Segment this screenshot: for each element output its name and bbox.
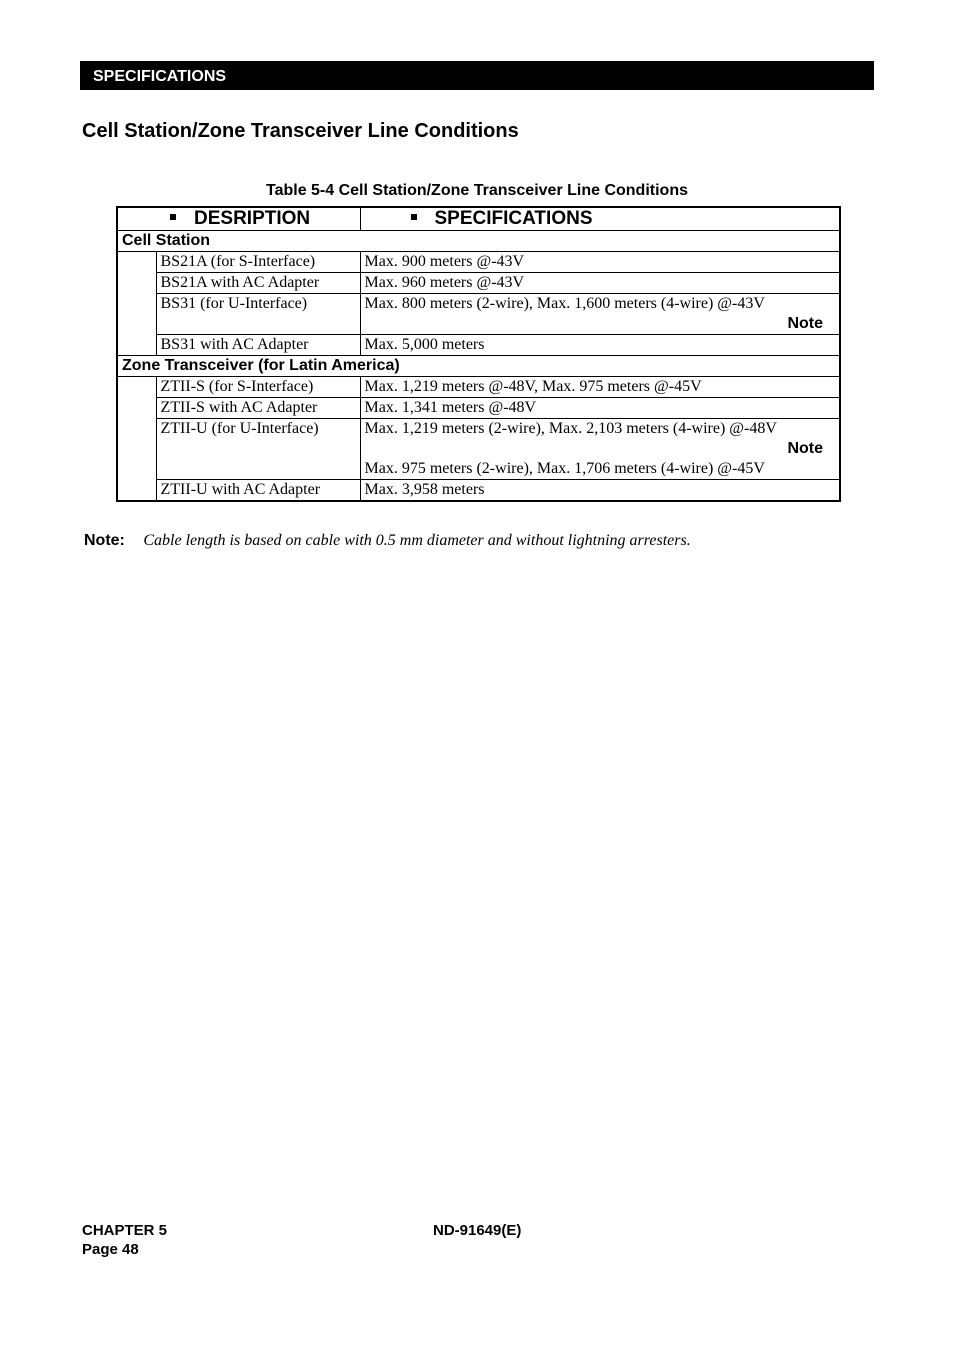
desc-cell: BS31 with AC Adapter (156, 335, 360, 356)
table-row (117, 377, 840, 398)
group-label: Zone Transceiver (for Latin America) (117, 356, 840, 377)
spec-cell (360, 419, 840, 480)
footnote (84, 532, 691, 550)
header-label: SPECIFICATIONS (93, 68, 227, 85)
bullet-icon (411, 214, 417, 220)
desc-cell: ZTII-U with AC Adapter (156, 480, 360, 502)
table-row (117, 398, 840, 419)
spec-text: Max. 800 meters (2-wire), Max. 1,600 meters (4-wire) @-43V (364, 295, 765, 312)
spec-cell: Max. 900 meters @-43V (360, 252, 840, 273)
col-header-description: DESRIPTION (117, 207, 360, 231)
footer-left (82, 1221, 167, 1259)
indent-cell (117, 252, 156, 356)
table-caption: Table 5-4 Cell Station/Zone Transceiver Line Conditions (265, 182, 688, 199)
table-row (117, 419, 840, 480)
table-row (117, 335, 840, 356)
desc-cell: ZTII-S (for S-Interface) (156, 377, 360, 398)
table-row (117, 294, 840, 335)
table-row (117, 273, 840, 294)
desc-cell: BS21A with AC Adapter (156, 273, 360, 294)
note-label: Note: (84, 532, 125, 549)
spec-cell: Max. 1,341 meters @-48V (360, 398, 840, 419)
indent-cell (117, 377, 156, 502)
spec-cell: Max. 960 meters @-43V (360, 273, 840, 294)
note-text: Cable length is based on cable with 0.5 mm diameter and without lightning arresters. (143, 532, 691, 549)
spec-text: Max. 1,219 meters (2-wire), Max. 2,103 meters (4-wire) @-48V (364, 420, 777, 437)
spec-table (116, 206, 841, 502)
desc-cell: ZTII-S with AC Adapter (156, 398, 360, 419)
section-title: Cell Station/Zone Transceiver Line Conditions (82, 120, 519, 142)
table-header-row (117, 207, 840, 231)
spec-cell: Max. 3,958 meters (360, 480, 840, 502)
header-bar (80, 61, 874, 90)
group-label: Cell Station (117, 231, 840, 252)
desc-cell: BS31 (for U-Interface) (156, 294, 360, 335)
desc-cell: ZTII-U (for U-Interface) (156, 419, 360, 480)
table-row (117, 480, 840, 502)
col-header-specifications: SPECIFICATIONS (360, 207, 840, 231)
footer-doc-id: ND-91649(E) (433, 1222, 522, 1239)
note-tag: Note (787, 440, 823, 457)
spec-cell: Max. 5,000 meters (360, 335, 840, 356)
group-row (117, 356, 840, 377)
spec-text-2: Max. 975 meters (2-wire), Max. 1,706 meters (4-wire) @-45V (364, 460, 765, 477)
desc-cell: BS21A (for S-Interface) (156, 252, 360, 273)
spec-cell: Max. 1,219 meters @-48V, Max. 975 meters @-45V (360, 377, 840, 398)
group-row (117, 231, 840, 252)
footer-page: Page 48 (82, 1241, 139, 1258)
bullet-icon (170, 214, 176, 220)
note-tag: Note (787, 315, 823, 332)
spec-cell (360, 294, 840, 335)
footer-chapter: CHAPTER 5 (82, 1222, 168, 1239)
table-row (117, 252, 840, 273)
